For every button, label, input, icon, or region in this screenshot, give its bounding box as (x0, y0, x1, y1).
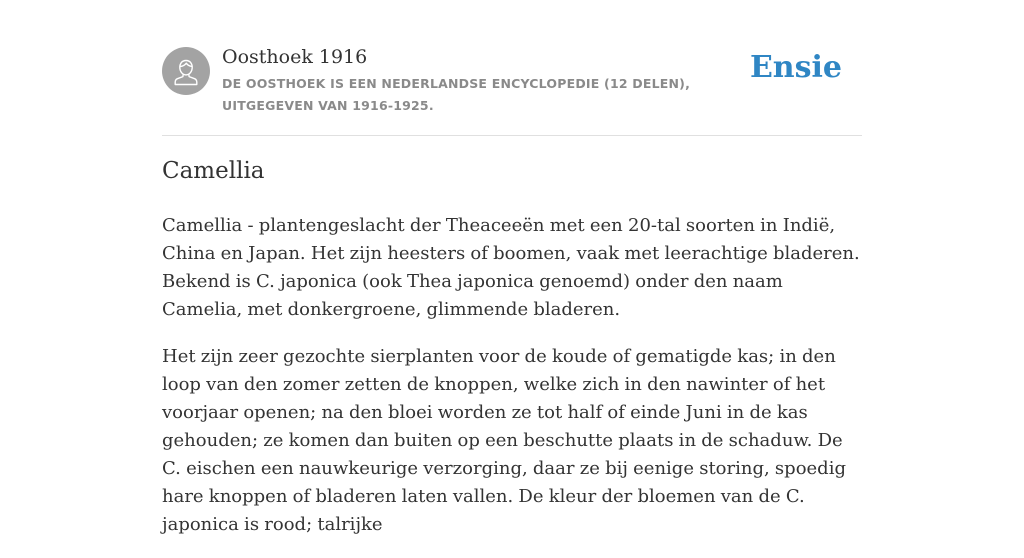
ensie-logo[interactable]: Ensie (749, 50, 842, 85)
author-description: DE OOSTHOEK IS EEN NEDERLANDSE ENCYCLOPEDIE (12 DELEN), UITGEGEVEN VAN 1916-1925. (222, 76, 691, 113)
article-body (162, 212, 862, 558)
author-name[interactable]: Oosthoek 1916 (222, 46, 368, 68)
article-paragraph: Camellia - plantengeslacht der Theaceeën met een 20-tal soorten in Indië, China en Japan. Het zijn heesters of boomen, vaak met leerachtige bladeren. Bekend is C. japonica (ook Thea japonica genoemd) onder den naam Camelia, met donkergroene, glimmende bladeren. (162, 215, 860, 320)
article-title: Camellia (162, 158, 265, 184)
author-header (162, 0, 862, 136)
article-page (162, 0, 862, 535)
user-icon (162, 47, 210, 95)
author-avatar[interactable] (162, 47, 210, 95)
article-paragraph: Het zijn zeer gezochte sierplanten voor de koude of gematigde kas; in den loop van den zomer zetten de knoppen, welke zich in den nawinter of het voorjaar openen; na den bloei worden ze tot half of einde Juni in de kas gehouden; ze komen dan buiten op een beschutte plaats in de schaduw. De C. eischen een nauwkeurige verzorging, daar ze bij eenige storing, spoedig hare knoppen of bladeren laten vallen. De kleur der bloemen van de C. japonica is rood; talrijke (162, 346, 846, 535)
